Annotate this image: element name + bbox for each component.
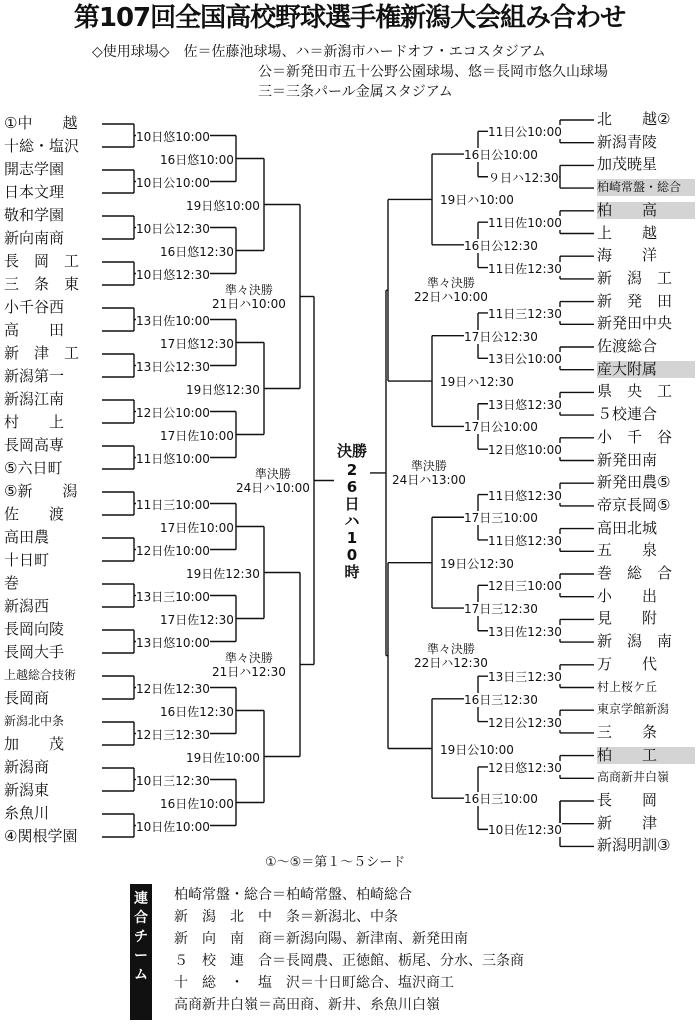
right-team: 万 代 <box>597 654 658 673</box>
left-team: 十日町 <box>4 551 50 569</box>
right-round2-label: 16日三12:30 <box>464 692 538 707</box>
left-team: 十総・塩沢 <box>4 137 80 155</box>
left-team: 長岡商 <box>4 689 50 707</box>
right-team: 巻 総 合 <box>597 564 673 582</box>
left-team: 長岡向陵 <box>4 620 65 638</box>
left-team: 糸魚川 <box>4 804 50 822</box>
right-round1-label: 13日三12:30 <box>488 670 562 685</box>
right-round1-label: 11日佐12:30 <box>488 261 562 276</box>
right-team: 加茂暁星 <box>597 155 658 174</box>
left-round2-label: 17日悠12:30 <box>160 336 234 351</box>
left-team: 新潟北中条 <box>4 714 65 728</box>
left-team: 三 条 東 <box>4 275 80 293</box>
left-quarterfinal-label: 準々決勝 21日ハ12:30 <box>212 650 286 679</box>
left-round3-label: 19日佐10:00 <box>186 750 260 765</box>
right-round3-label: 19日ハ10:00 <box>440 193 514 208</box>
right-round2-label: 16日三10:00 <box>464 792 538 807</box>
left-round1-label: 12日佐10:00 <box>136 543 210 558</box>
left-team: 村 上 <box>4 413 65 431</box>
left-round2-label: 17日佐10:00 <box>160 428 234 443</box>
right-team: 小 出 <box>597 586 658 605</box>
left-team: 長 岡 工 <box>4 252 80 270</box>
left-round1-label: 12日三12:30 <box>136 727 210 742</box>
left-round1-label: 11日悠10:00 <box>136 451 210 466</box>
right-team: 新 津 <box>597 813 658 832</box>
right-team: 東京学館新潟 <box>597 702 670 717</box>
joint-line: 十 総 ・ 塩 沢＝十日町総合、塩沢商工 <box>174 975 454 991</box>
right-team: 新潟青陵 <box>597 132 658 151</box>
left-team: 新潟東 <box>4 781 50 799</box>
joint-team-box <box>130 880 570 1024</box>
right-team: 上 越 <box>597 223 658 242</box>
right-team: 柏崎常盤・総合 <box>597 179 695 196</box>
right-quarterfinal-label: 準々決勝 22日ハ12:30 <box>414 641 488 670</box>
left-team: 開志学園 <box>4 160 65 178</box>
right-team: 帝京長岡⑤ <box>597 495 671 514</box>
right-team: 佐渡総合 <box>597 337 658 355</box>
left-team: 佐 渡 <box>4 505 65 523</box>
right-quarterfinal-label: 準々決勝 22日ハ10:00 <box>414 276 488 305</box>
right-round3-label: 19日公10:00 <box>440 742 514 757</box>
left-round1-label: 12日佐12:30 <box>136 681 210 696</box>
right-round1-label: 13日佐12:30 <box>488 624 562 639</box>
left-team: 長岡高専 <box>4 436 65 454</box>
left-team: 敬和学園 <box>4 206 65 224</box>
left-team: ⑤六日町 <box>4 459 63 477</box>
left-team: 上越総合技術 <box>4 668 77 682</box>
right-team: 長 岡 <box>597 791 658 809</box>
venue-legend-line-2: 公＝新発田市五十公野公園球場、悠＝長岡市悠久山球場 <box>258 64 608 80</box>
joint-line: 新 潟 北 中 条＝新潟北、中条 <box>174 909 398 925</box>
right-round1-label: 11日佐10:00 <box>488 216 562 231</box>
left-team: 高田農 <box>4 528 50 546</box>
right-team: 新発田農⑤ <box>597 473 671 492</box>
right-round2-label: 16日公12:30 <box>464 238 538 253</box>
right-round2-label: 17日三10:00 <box>464 511 538 526</box>
left-team: ④関根学園 <box>4 827 78 845</box>
left-round1-label: 10日悠12:30 <box>136 267 210 282</box>
right-team: 小 千 谷 <box>597 427 673 446</box>
right-round2-label: 17日公12:30 <box>464 329 538 344</box>
left-round1-label: 13日公12:30 <box>136 359 210 374</box>
right-round1-label: 12日悠12:30 <box>488 760 562 775</box>
right-round1-label: 10日佐12:30 <box>488 823 562 838</box>
final-label: 決勝 <box>336 442 367 460</box>
left-quarterfinal-label: 準々決勝 21日ハ10:00 <box>212 282 286 311</box>
right-round3-label: 19日公12:30 <box>440 556 514 571</box>
venue-legend-line-3: 三＝三条パール金属スタジアム <box>258 84 453 100</box>
venue-legend-line-1: ◇使用球場◇ 佐＝佐藤池球場、ハ＝新潟市ハードオフ・エコスタジアム <box>92 44 546 60</box>
left-team: 新潟第一 <box>4 367 65 385</box>
left-team: 新向南商 <box>4 229 65 247</box>
left-round2-label: 17日佐10:00 <box>160 520 234 535</box>
left-round1-label: 10日公12:30 <box>136 221 210 236</box>
left-semifinal-label: 準決勝 24日ハ10:00 <box>236 466 310 495</box>
right-round2-label: 17日三12:30 <box>464 602 538 617</box>
left-team: 新潟江南 <box>4 390 65 408</box>
left-round1-label: 13日佐10:00 <box>136 313 210 328</box>
left-round1-label: 10日三12:30 <box>136 773 210 788</box>
right-team: 高商新井白嶺 <box>597 770 670 785</box>
left-team: 小千谷西 <box>4 298 65 316</box>
right-team: 村上桜ケ丘 <box>597 679 658 694</box>
seed-note: ①～⑤＝第１～５シード <box>265 855 406 870</box>
right-round1-label: 11日三12:30 <box>488 306 562 321</box>
left-team: 高 田 <box>4 321 65 339</box>
right-team: 三 条 <box>597 722 658 741</box>
left-team: 長岡大手 <box>4 643 65 661</box>
left-round1-label: 10日悠10:00 <box>136 129 210 144</box>
left-round2-label: 16日佐10:00 <box>160 796 234 811</box>
left-team: 日本文理 <box>4 183 65 201</box>
left-round2-label: 16日悠12:30 <box>160 244 234 259</box>
joint-line: 高商新井白嶺＝高田商、新井、糸魚川白嶺 <box>174 997 440 1013</box>
final-match <box>334 442 370 581</box>
right-round1-label: 11日悠12:30 <box>488 488 562 503</box>
right-round3-label: 19日ハ12:30 <box>440 375 514 390</box>
left-round1-label: 13日三10:00 <box>136 589 210 604</box>
right-team: 五 泉 <box>597 541 658 560</box>
left-round1-label: 13日悠10:00 <box>136 635 210 650</box>
joint-team-label: 連 合 チ ー ム <box>130 884 152 1020</box>
left-team: 新潟商 <box>4 758 50 776</box>
right-team: 産大附属 <box>597 361 695 378</box>
final-date: 2 6 日 ハ 1 0 時 <box>344 461 360 581</box>
right-team: 高田北城 <box>597 518 658 537</box>
left-round1-label: 10日佐10:00 <box>136 819 210 834</box>
right-team: 見 附 <box>597 609 658 628</box>
right-team: 新発田中央 <box>597 314 673 333</box>
right-semifinal-label: 準決勝 24日ハ13:00 <box>392 458 466 487</box>
left-round2-label: 16日悠10:00 <box>160 152 234 167</box>
left-team: 加 茂 <box>4 735 65 753</box>
left-round1-label: 10日公10:00 <box>136 175 210 190</box>
left-team: 巻 <box>4 574 20 592</box>
left-round2-label: 17日佐12:30 <box>160 612 234 627</box>
left-round3-label: 19日悠10:00 <box>186 198 260 213</box>
right-team: 新発田南 <box>597 450 658 469</box>
left-round2-label: 16日佐12:30 <box>160 704 234 719</box>
right-round1-label: 12日三10:00 <box>488 579 562 594</box>
right-team: 新 発 田 <box>597 291 673 310</box>
right-team: 新 潟 工 <box>597 268 673 287</box>
left-team: 新 津 工 <box>4 344 80 362</box>
right-team: 柏 工 <box>597 747 695 764</box>
right-round1-label: 11日悠12:30 <box>488 533 562 548</box>
right-round2-label: 16日公10:00 <box>464 148 538 163</box>
left-round3-label: 19日佐12:30 <box>186 566 260 581</box>
left-team: ①中 越 <box>4 114 78 132</box>
right-round1-label: 12日公12:30 <box>488 715 562 730</box>
left-team: 新潟西 <box>4 597 50 615</box>
left-round1-label: 11日三10:00 <box>136 497 210 512</box>
right-team: 県 央 工 <box>597 382 673 401</box>
right-round1-label: 12日悠10:00 <box>488 443 562 458</box>
right-team: 海 洋 <box>597 246 658 265</box>
right-round1-label: ９日ハ12:30 <box>488 170 559 185</box>
right-round1-label: 13日悠12:30 <box>488 397 562 412</box>
right-round2-label: 17日公10:00 <box>464 420 538 435</box>
right-round1-label: 11日公10:00 <box>488 125 562 140</box>
right-team: 北 越② <box>597 110 671 128</box>
joint-line: 柏崎常盤・総合＝柏崎常盤、柏崎総合 <box>174 887 412 903</box>
left-round3-label: 19日悠12:30 <box>186 382 260 397</box>
right-round1-label: 13日公10:00 <box>488 352 562 367</box>
right-team: 新潟明訓③ <box>597 836 671 855</box>
joint-line: 新 向 南 商＝新潟向陽、新津南、新発田南 <box>174 931 468 947</box>
right-team: 柏 高 <box>597 202 695 219</box>
right-team: 新 潟 南 <box>597 632 673 651</box>
left-round1-label: 12日公10:00 <box>136 405 210 420</box>
right-team: ５校連合 <box>597 405 658 424</box>
page-title: 第107回全国高校野球選手権新潟大会組み合わせ <box>73 3 626 33</box>
left-team: ⑤新 潟 <box>4 482 78 500</box>
joint-line: ５ 校 連 合＝長岡農、正徳館、栃尾、分水、三条商 <box>174 953 524 969</box>
